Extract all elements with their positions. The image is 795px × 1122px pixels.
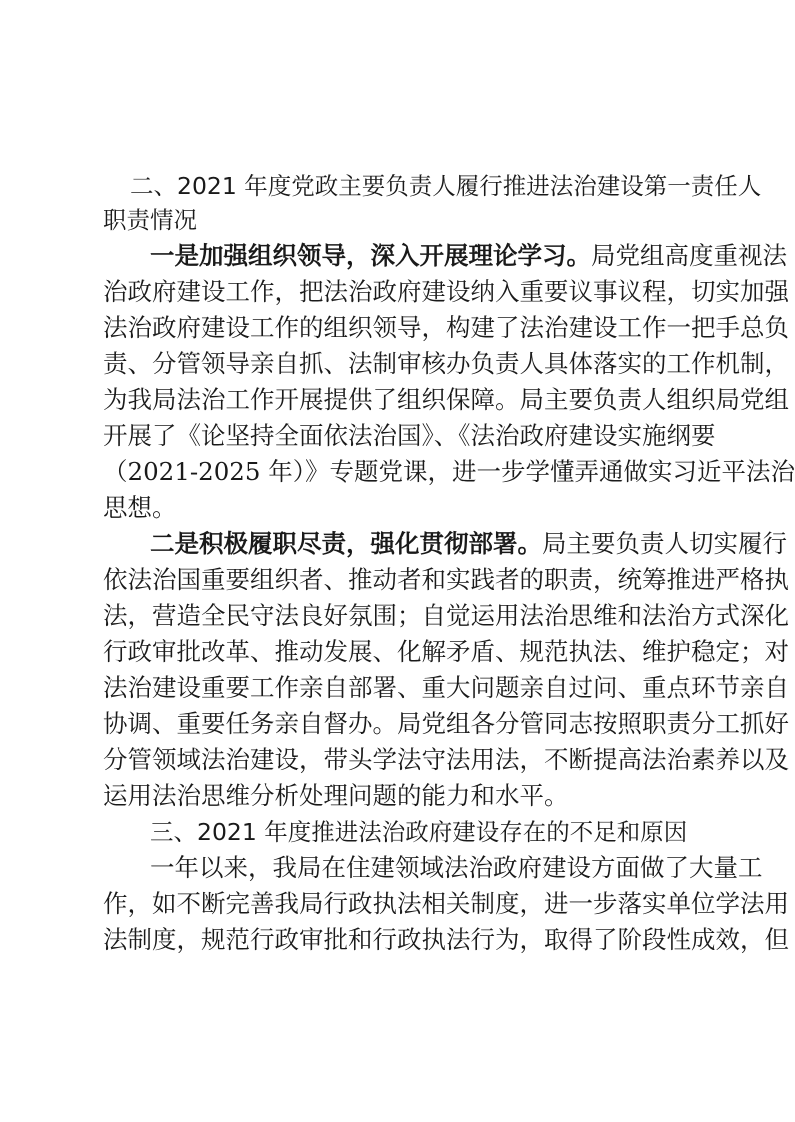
section2-heading-line2: 职责情况 <box>103 206 197 234</box>
item2-line-5: 协调、重要任务亲自督办。局党组各分管同志按照职责分工抓好 <box>103 709 789 738</box>
item2-line-3: 行政审批改革、推动发展、化解矛盾、规范执法、维护稳定；对 <box>103 637 789 666</box>
item1-line-1: 治政府建设工作，把法治政府建设纳入重要议事议程，切实加强 <box>103 277 789 306</box>
section3-line-0: 一年以来，我局在住建领域法治政府建设方面做了大量工 <box>150 853 763 882</box>
item1-first-line <box>150 239 787 273</box>
item1-line-3: 责、分管领导亲自抓、法制审核办负责人具体落实的工作机制， <box>103 349 789 378</box>
item2-line-1: 依法治国重要组织者、推动者和实践者的职责，统筹推进严格执 <box>103 565 789 594</box>
section3-line-1: 作，如不断完善我局行政执法相关制度，进一步落实单位学法用 <box>103 889 789 918</box>
item2-line-6: 分管领域法治建设，带头学法守法用法，不断提高法治素养以及 <box>103 745 789 774</box>
item1-line-4: 为我局法治工作开展提供了组织保障。局主要负责人组织局党组 <box>103 385 789 414</box>
section2-heading-line1: 二、2021 年度党政主要负责人履行推进法治建设第一责任人 <box>130 172 762 200</box>
item2-line-4: 法治建设重要工作亲自部署、重大问题亲自过问、重点环节亲自 <box>103 673 789 702</box>
item1-line-2: 法治政府建设工作的组织领导，构建了法治建设工作一把手总负 <box>103 313 789 342</box>
section3-line-2: 法制度，规范行政审批和行政执法行为，取得了阶段性成效，但 <box>103 925 789 954</box>
item1-line-5: 开展了《论坚持全面依法治国》、《法治政府建设实施纲要 <box>103 421 716 450</box>
item2-line-0: 局主要负责人切实履行 <box>542 529 787 558</box>
item2-line-2: 法，营造全民守法良好氛围；自觉运用法治思维和法治方式深化 <box>103 601 789 630</box>
item1-line-7: 思想。 <box>103 493 177 522</box>
item1-line-6: （2021-2025 年）》专题党课，进一步学懂弄通做实习近平法治 <box>103 457 795 486</box>
section3-heading: 三、2021 年度推进法治政府建设存在的不足和原因 <box>150 818 688 846</box>
item2-line-7: 运用法治思维分析处理问题的能力和水平。 <box>103 781 569 810</box>
item2-first-line <box>150 527 787 561</box>
item1-title: 一是加强组织领导，深入开展理论学习。 <box>150 241 591 270</box>
item1-line-0: 局党组高度重视法 <box>591 241 787 270</box>
item2-title: 二是积极履职尽责，强化贯彻部署。 <box>150 529 542 558</box>
